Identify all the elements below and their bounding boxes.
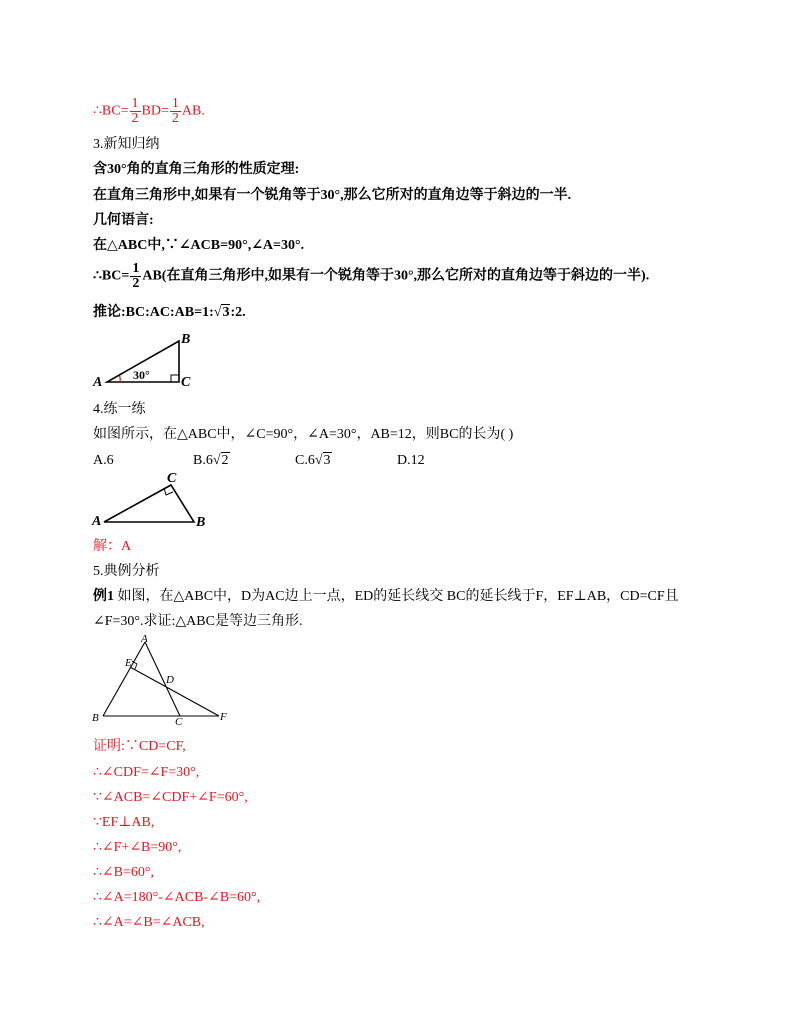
section-3-title: 3.新知归纳: [93, 137, 160, 152]
example-line-1: 例1 如图，在△ABC中，D为AC边上一点，ED的延长线交 BC的延长线于F，EF⊥AB，CD=CF且: [93, 589, 679, 604]
proof-line: ∴∠A=180°-∠ACB-∠B=60°,: [93, 890, 261, 905]
side-ab: [103, 642, 145, 716]
option-d: D.12: [397, 453, 425, 468]
proof-line: ∴∠B=60°,: [93, 865, 154, 880]
result-bd: BD=: [141, 103, 169, 119]
label-a: A: [92, 514, 102, 529]
label-b: B: [196, 515, 206, 530]
therefore-symbol: ∴: [93, 103, 102, 119]
result-ab: AB.: [181, 103, 205, 119]
fraction-half: $\frac{1}{2}$: [171, 96, 179, 126]
label-c: C: [181, 375, 191, 390]
proof-line: 证明:∵CD=CF,: [93, 739, 186, 754]
label-b: B: [181, 332, 191, 347]
geometry-given: 在△ABC中,∵∠ACB=90°,∠A=30°.: [93, 238, 305, 253]
triangle-abc: [104, 485, 194, 522]
result-line: [93, 97, 205, 126]
option-c: C.6√3: [295, 453, 331, 468]
label-d: D: [166, 674, 174, 686]
example-line-2: ∠F=30°.求证:△ABC是等边三角形.: [93, 614, 303, 629]
proof-line: ∵EF⊥AB,: [93, 815, 155, 830]
figure-example-triangle: [88, 633, 238, 728]
label-a: A: [141, 633, 148, 645]
proof-line: ∴∠F+∠B=90°,: [93, 840, 182, 855]
section-5-title: 5.典例分析: [93, 564, 160, 579]
right-angle-mark: [171, 375, 179, 382]
figure-right-triangle-30: [90, 328, 200, 392]
right-angle-mark: [164, 488, 173, 495]
practice-question: 如图所示，在△ABC中，∠C=90°，∠A=30°，AB=12，则BC的长为( ): [93, 427, 514, 442]
label-c: C: [167, 471, 177, 486]
proof-line: ∴∠CDF=∠F=30°,: [93, 765, 200, 780]
fraction-half: $\frac{1}{2}$: [131, 96, 139, 126]
theorem-text: 在直角三角形中,如果有一个锐角等于30°,那么它所对的直角边等于斜边的一半.: [93, 188, 572, 203]
geometry-language-title: 几何语言:: [93, 213, 154, 228]
sqrt-3: √3: [213, 305, 230, 320]
proof-line: ∵∠ACB=∠CDF+∠F=60°,: [93, 790, 248, 805]
option-b: B.6√2: [193, 453, 229, 468]
label-b: B: [92, 712, 99, 724]
result-bc: BC=: [101, 103, 129, 119]
label-f: F: [220, 711, 227, 723]
option-a: A.6: [93, 453, 114, 468]
corollary: 推论:BC:AC:AB=1:√3:2.: [93, 305, 246, 320]
theorem-title: 含30°角的直角三角形的性质定理:: [93, 162, 300, 177]
figure-practice-triangle: [90, 470, 210, 532]
label-c: C: [175, 716, 183, 728]
label-e: E: [125, 657, 132, 669]
geometry-conclusion: ∴BC= $\frac{1}{2}$ AB(在直角三角形中,如果有一个锐角等于30°,那么它所对的直角边等于斜边的一半).: [93, 261, 650, 291]
proof-line: ∴∠A=∠B=∠ACB,: [93, 915, 205, 930]
label-a: A: [93, 375, 103, 390]
right-angle-mark: [132, 661, 137, 669]
section-4-title: 4.练一练: [93, 402, 146, 417]
label-angle: 30°: [133, 368, 150, 382]
fraction-half: $\frac{1}{2}$: [132, 261, 140, 291]
line-ef: [130, 667, 219, 716]
angle-arc: [120, 376, 121, 383]
side-ac: [145, 642, 180, 716]
practice-answer: 解：A: [93, 539, 132, 554]
example-label: 例1: [93, 589, 114, 604]
